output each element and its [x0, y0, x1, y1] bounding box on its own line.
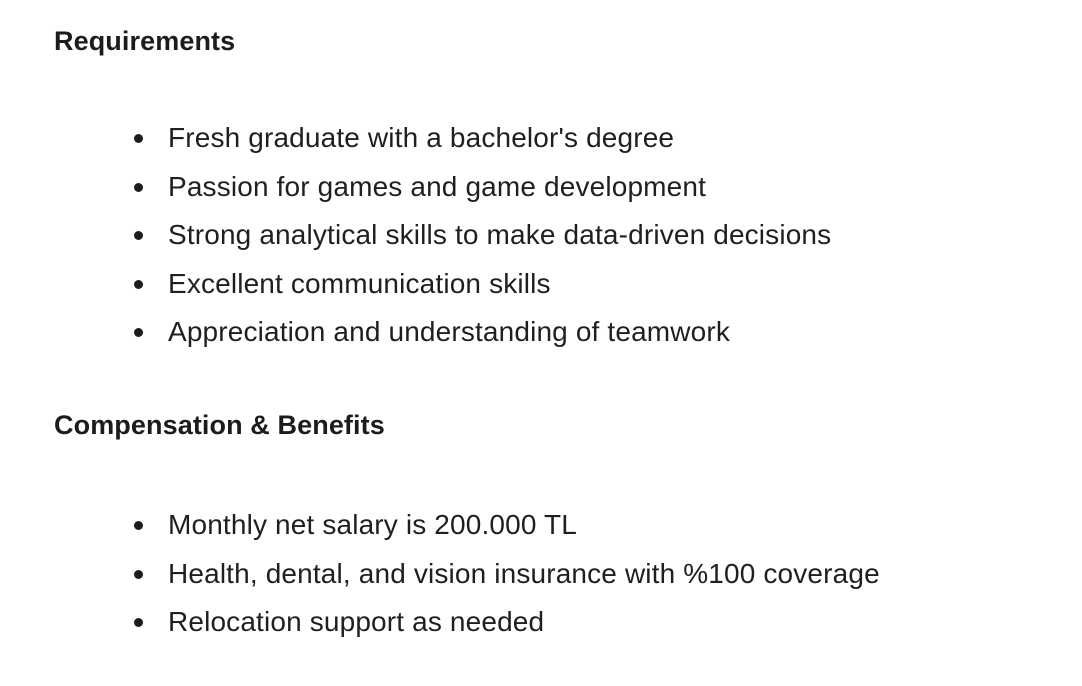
list-item	[134, 168, 831, 217]
bullet-icon	[134, 280, 143, 289]
list-item	[134, 603, 880, 652]
benefit-text: Relocation support as needed	[168, 606, 545, 637]
requirements-list	[134, 119, 831, 362]
requirements-heading: Requirements	[54, 26, 236, 56]
list-item	[134, 265, 831, 314]
bullet-icon	[134, 521, 143, 530]
requirement-text: Fresh graduate with a bachelor's degree	[168, 122, 675, 153]
requirement-text: Passion for games and game development	[168, 170, 707, 202]
requirement-text: Strong analytical skills to make data-driven decisions	[168, 219, 832, 250]
list-item	[134, 313, 831, 362]
compensation-benefits-heading: Compensation & Benefits	[54, 410, 385, 440]
list-item	[134, 119, 831, 168]
requirement-text: Excellent communication skills	[168, 267, 551, 299]
benefit-text: Monthly net salary is 200.000 TL	[168, 509, 577, 540]
bullet-icon	[134, 328, 143, 337]
bullet-icon	[134, 570, 143, 579]
list-item	[134, 555, 880, 604]
bullet-icon	[134, 618, 143, 627]
requirement-text: Appreciation and understanding of teamwork	[168, 316, 730, 347]
benefit-text: Health, dental, and vision insurance with %100 coverage	[168, 557, 880, 589]
list-item	[134, 216, 831, 265]
bullet-icon	[134, 134, 143, 143]
benefits-list	[134, 506, 880, 652]
list-item	[134, 506, 880, 555]
bullet-icon	[134, 231, 143, 240]
bullet-icon	[134, 183, 143, 192]
